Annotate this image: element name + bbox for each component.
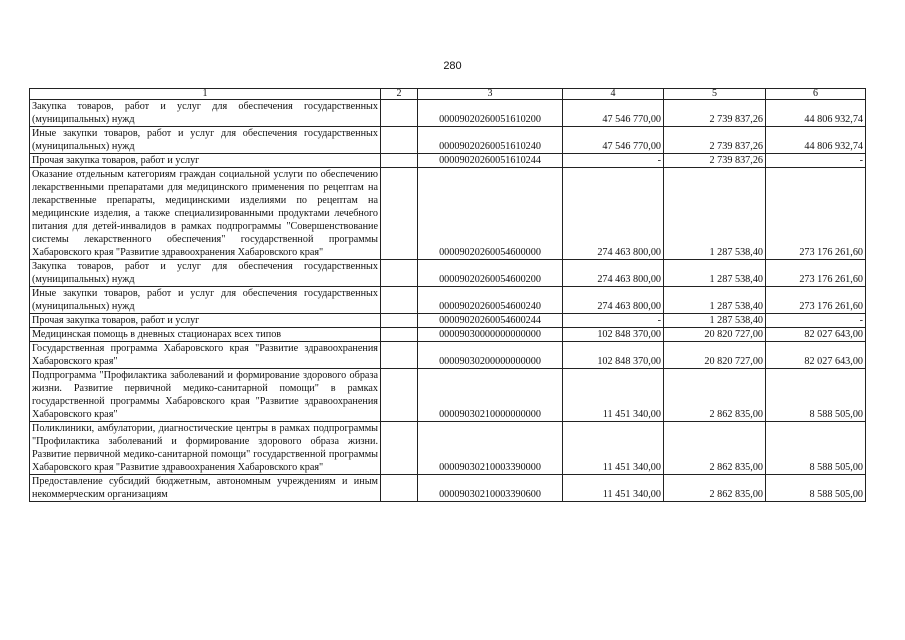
row-col5: 1 287 538,40 — [664, 314, 766, 328]
row-col2 — [381, 314, 418, 328]
row-col5: 2 862 835,00 — [664, 369, 766, 422]
row-col4: - — [563, 154, 664, 168]
row-code: 00009030210003390600 — [418, 475, 563, 502]
row-col5: 1 287 538,40 — [664, 168, 766, 260]
row-col6: 8 588 505,00 — [766, 422, 866, 475]
row-name: Закупка товаров, работ и услуг для обеспечения государственных (муниципальных) нужд — [30, 100, 381, 127]
budget-table — [29, 88, 866, 502]
row-code: 00009030000000000000 — [418, 328, 563, 342]
row-col5: 1 287 538,40 — [664, 260, 766, 287]
header-cell-2: 2 — [381, 89, 418, 100]
row-code: 00009020260054600200 — [418, 260, 563, 287]
row-col6: 82 027 643,00 — [766, 328, 866, 342]
row-col4: 11 451 340,00 — [563, 422, 664, 475]
row-name: Медицинская помощь в дневных стационарах всех типов — [30, 328, 381, 342]
row-col5: 1 287 538,40 — [664, 287, 766, 314]
row-col5: 20 820 727,00 — [664, 342, 766, 369]
row-code: 00009020260054600240 — [418, 287, 563, 314]
row-name: Оказание отдельным категориям граждан социальной услуги по обеспечению лекарственными препаратами для медицинского применения по рецептам на лекарственные препараты, медицинскими изделиями по рецептам на медицинские изделия, а также специализированными продуктами лечебного питания для детей-инвалидов в рамках подпрограммы "Совершенствование системы лекарственного обеспечения" государственной программы Хабаровского края "Развитие здравоохранения Хабаровского края" — [30, 168, 381, 260]
row-col2 — [381, 369, 418, 422]
row-code: 00009020260051610200 — [418, 100, 563, 127]
header-cell-4: 4 — [563, 89, 664, 100]
table-row — [30, 328, 866, 342]
row-col5: 2 739 837,26 — [664, 154, 766, 168]
row-col2 — [381, 342, 418, 369]
table-row — [30, 127, 866, 154]
table-row — [30, 369, 866, 422]
row-name: Прочая закупка товаров, работ и услуг — [30, 314, 381, 328]
header-row — [30, 89, 866, 100]
row-code: 00009030200000000000 — [418, 342, 563, 369]
row-col5: 2 862 835,00 — [664, 422, 766, 475]
row-col2 — [381, 168, 418, 260]
row-col2 — [381, 127, 418, 154]
row-col6: 273 176 261,60 — [766, 260, 866, 287]
row-code: 00009020260051610240 — [418, 127, 563, 154]
row-name: Подпрограмма "Профилактика заболеваний и формирование здорового образа жизни. Развитие первичной медико-санитарной помощи" в рамках государственной программы Хабаровского края "Развитие здравоохранения Хабаровского края" — [30, 369, 381, 422]
header-cell-5: 5 — [664, 89, 766, 100]
table-row — [30, 342, 866, 369]
table-row — [30, 260, 866, 287]
page-number: 280 — [443, 60, 462, 72]
row-col5: 20 820 727,00 — [664, 328, 766, 342]
row-code: 00009020260051610244 — [418, 154, 563, 168]
table-row — [30, 475, 866, 502]
header-cell-1: 1 — [30, 89, 381, 100]
table-row — [30, 154, 866, 168]
row-col2 — [381, 328, 418, 342]
row-name: Государственная программа Хабаровского края "Развитие здравоохранения Хабаровского края" — [30, 342, 381, 369]
row-code: 00009030210000000000 — [418, 369, 563, 422]
row-col2 — [381, 100, 418, 127]
row-col6: 44 806 932,74 — [766, 100, 866, 127]
row-col6: 82 027 643,00 — [766, 342, 866, 369]
header-cell-6: 6 — [766, 89, 866, 100]
row-col6: 8 588 505,00 — [766, 369, 866, 422]
row-col4: 47 546 770,00 — [563, 100, 664, 127]
row-code: 00009020260054600000 — [418, 168, 563, 260]
row-col6: 273 176 261,60 — [766, 287, 866, 314]
row-col4: 274 463 800,00 — [563, 168, 664, 260]
row-col4: 11 451 340,00 — [563, 475, 664, 502]
row-col2 — [381, 260, 418, 287]
table-row — [30, 314, 866, 328]
row-col6: 44 806 932,74 — [766, 127, 866, 154]
table-row — [30, 287, 866, 314]
table-row — [30, 422, 866, 475]
row-col5: 2 739 837,26 — [664, 127, 766, 154]
row-col2 — [381, 422, 418, 475]
row-col5: 2 739 837,26 — [664, 100, 766, 127]
row-name: Поликлиники, амбулатории, диагностические центры в рамках подпрограммы "Профилактика заболеваний и формирование здорового образа жизни. Развитие первичной медико-санитарной помощи" государственной программы Хабаровского края "Развитие здравоохранения Хабаровского края" — [30, 422, 381, 475]
row-name: Иные закупки товаров, работ и услуг для обеспечения государственных (муниципальных) нужд — [30, 127, 381, 154]
header-cell-3: 3 — [418, 89, 563, 100]
row-col6: - — [766, 314, 866, 328]
row-code: 00009020260054600244 — [418, 314, 563, 328]
row-col4: 274 463 800,00 — [563, 260, 664, 287]
row-col4: 274 463 800,00 — [563, 287, 664, 314]
row-name: Предоставление субсидий бюджетным, автономным учреждениям и иным некоммерческим организациям — [30, 475, 381, 502]
row-col4: 47 546 770,00 — [563, 127, 664, 154]
row-col2 — [381, 475, 418, 502]
row-col4: - — [563, 314, 664, 328]
row-col6: 273 176 261,60 — [766, 168, 866, 260]
row-col6: 8 588 505,00 — [766, 475, 866, 502]
row-name: Закупка товаров, работ и услуг для обеспечения государственных (муниципальных) нужд — [30, 260, 381, 287]
table-row — [30, 168, 866, 260]
row-name: Иные закупки товаров, работ и услуг для обеспечения государственных (муниципальных) нужд — [30, 287, 381, 314]
row-col2 — [381, 287, 418, 314]
row-col5: 2 862 835,00 — [664, 475, 766, 502]
row-col4: 102 848 370,00 — [563, 342, 664, 369]
row-col6: - — [766, 154, 866, 168]
row-name: Прочая закупка товаров, работ и услуг — [30, 154, 381, 168]
row-col4: 102 848 370,00 — [563, 328, 664, 342]
table-row — [30, 100, 866, 127]
row-col2 — [381, 154, 418, 168]
row-col4: 11 451 340,00 — [563, 369, 664, 422]
row-code: 00009030210003390000 — [418, 422, 563, 475]
